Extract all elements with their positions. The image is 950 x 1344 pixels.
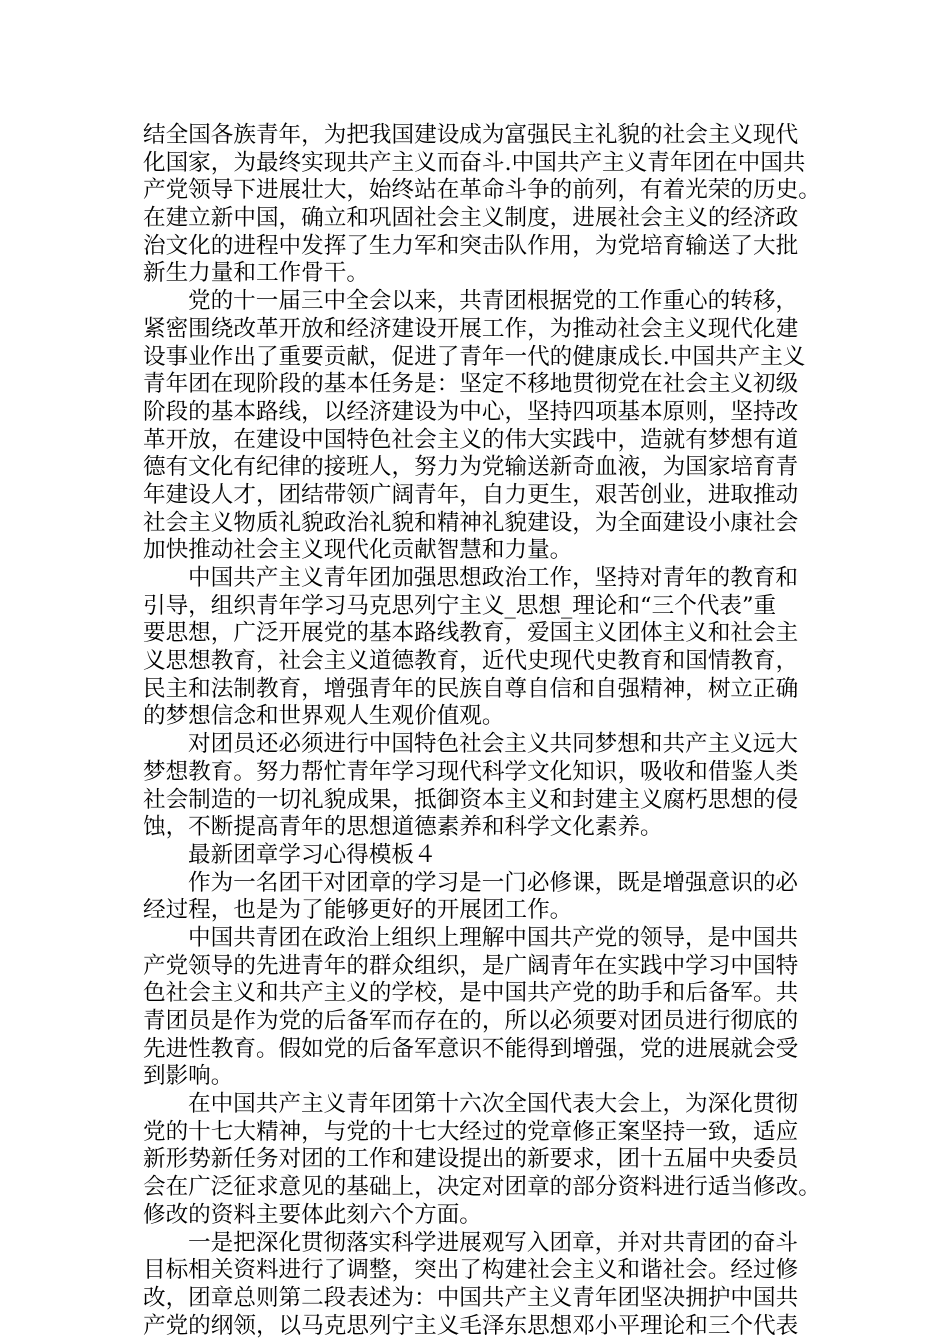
text-line: 对团员还必须进行中国特色社会主义共同梦想和共产主义远大: [188, 731, 799, 758]
paragraph: [143, 288, 813, 565]
text-line: 年建设人才，团结带领广阔青年，自力更生，艰苦创业，进取推动: [143, 481, 799, 508]
text-line: 最新团章学习心得模板４: [188, 841, 437, 868]
text-line: 蚀，不断提高青年的思想道德素养和科学文化素养。: [143, 814, 663, 841]
text-line: 作为一名团干对团章的学习是一门必修课，既是增强意识的必: [188, 869, 799, 896]
paragraph: [143, 1230, 813, 1341]
text-line: 到影响。: [143, 1063, 234, 1090]
text-line: 社会主义物质礼貌政治礼貌和精神礼貌建设，为全面建设小康社会: [143, 509, 799, 536]
text-line: 经过程，也是为了能够更好的开展团工作。: [143, 897, 573, 924]
text-line: 加快推动社会主义现代化贡献智慧和力量。: [143, 537, 573, 564]
text-line: 要思想，广泛开展党的基本路线教育，爱国主义团体主义和社会主: [143, 620, 799, 647]
text-line: 在中国共产主义青年团第十六次全国代表大会上，为深化贯彻: [188, 1091, 799, 1118]
text-line: 改，团章总则第二段表述为：中国共产主义青年团坚决拥护中国共: [143, 1284, 799, 1311]
text-line: 梦想教育。努力帮忙青年学习现代科学文化知识，吸收和借鉴人类: [143, 758, 799, 785]
text-line: 德有文化有纪律的接班人，努力为党输送新奇血液，为国家培育青: [143, 454, 799, 481]
text-line: 阶段的基本路线，以经济建设为中心，坚持四项基本原则，坚持改: [143, 398, 799, 425]
text-line: 产党领导下进展壮大，始终站在革命斗争的前列，有着光荣的历史。: [143, 177, 821, 204]
paragraph: [143, 842, 813, 870]
text-line: 设事业作出了重要贡献，促进了青年一代的健康成长.中国共产主义: [143, 343, 806, 370]
document-body: [143, 122, 821, 1340]
text-line: 青团员是作为党的后备军而存在的，所以必须要对团员进行彻底的: [143, 1008, 799, 1034]
text-line: 目标相关资料进行了调整，突出了构建社会主义和谐社会。经过修: [143, 1257, 799, 1284]
text-line: 党的十七大精神，与党的十七大经过的党章修正案坚持一致，适应: [143, 1118, 799, 1145]
text-line: 化国家，为最终实现共产主义而奋斗.中国共产主义青年团在中国共: [143, 149, 806, 176]
text-line: 社会制造的一切礼貌成果，抵御资本主义和封建主义腐朽思想的侵: [143, 786, 799, 813]
text-line: 产党的纲领，以马克思列宁主义毛泽东思想邓小平理论和三个代表: [143, 1312, 799, 1339]
text-line: 结全国各族青年，为把我国建设成为富强民主礼貌的社会主义现代: [143, 122, 799, 148]
paragraph: [143, 1091, 821, 1229]
text-line: 会在广泛征求意见的基础上，决定对团章的部分资料进行适当修改。: [143, 1174, 821, 1201]
text-line: 民主和法制教育，增强青年的民族自尊自信和自强精神，树立正确: [143, 675, 799, 702]
text-line: 色社会主义和共产主义的学校，是中国共产党的助手和后备军。共: [143, 980, 799, 1007]
text-line: 的梦想信念和世界观人生观价值观。: [143, 703, 505, 730]
text-line: 紧密围绕改革开放和经济建设开展工作，为推动社会主义现代化建: [143, 315, 799, 342]
text-line: 中国共产主义青年团加强思想政治工作，坚持对青年的教育和: [188, 565, 799, 591]
text-line: 革开放，在建设中国特色社会主义的伟大实践中，造就有梦想有道: [143, 426, 799, 453]
text-line: 新生力量和工作骨干。: [143, 260, 369, 287]
text-line: 青年团在现阶段的基本任务是：坚定不移地贯彻党在社会主义初级: [143, 371, 799, 398]
paragraph: [143, 122, 821, 288]
text-line: 先进性教育。假如党的后备军意识不能得到增强，党的进展就会受: [143, 1035, 799, 1062]
text-line: 一是把深化贯彻落实科学进展观写入团章，并对共青团的奋斗: [188, 1229, 799, 1256]
text-line: 治文化的进程中发挥了生力军和突击队作用，为党培育输送了大批: [143, 232, 799, 259]
paragraph: [143, 731, 813, 842]
text-line: 中国共青团在政治上组织上理解中国共产党的领导，是中国共: [188, 924, 799, 951]
text-line: 义思想教育，社会主义道德教育，近代史现代史教育和国情教育，: [143, 648, 799, 675]
text-line: 党的十一届三中全会以来，共青团根据党的工作重心的转移，: [188, 288, 799, 315]
paragraph: [143, 870, 813, 925]
text-line: 产党领导的先进青年的群众组织，是广阔青年在实践中学习中国特: [143, 952, 799, 979]
text-line: 修改的资料主要体此刻六个方面。: [143, 1201, 482, 1228]
paragraph: [143, 565, 813, 731]
text-line: 新形势新任务对团的工作和建设提出的新要求，团十五届中央委员: [143, 1146, 799, 1173]
text-line: 在建立新中国，确立和巩固社会主义制度，进展社会主义的经济政: [143, 205, 799, 232]
text-line: 引导，组织青年学习马克思列宁主义_思想_理论和“三个代表”重: [143, 592, 777, 619]
paragraph: [143, 925, 813, 1091]
